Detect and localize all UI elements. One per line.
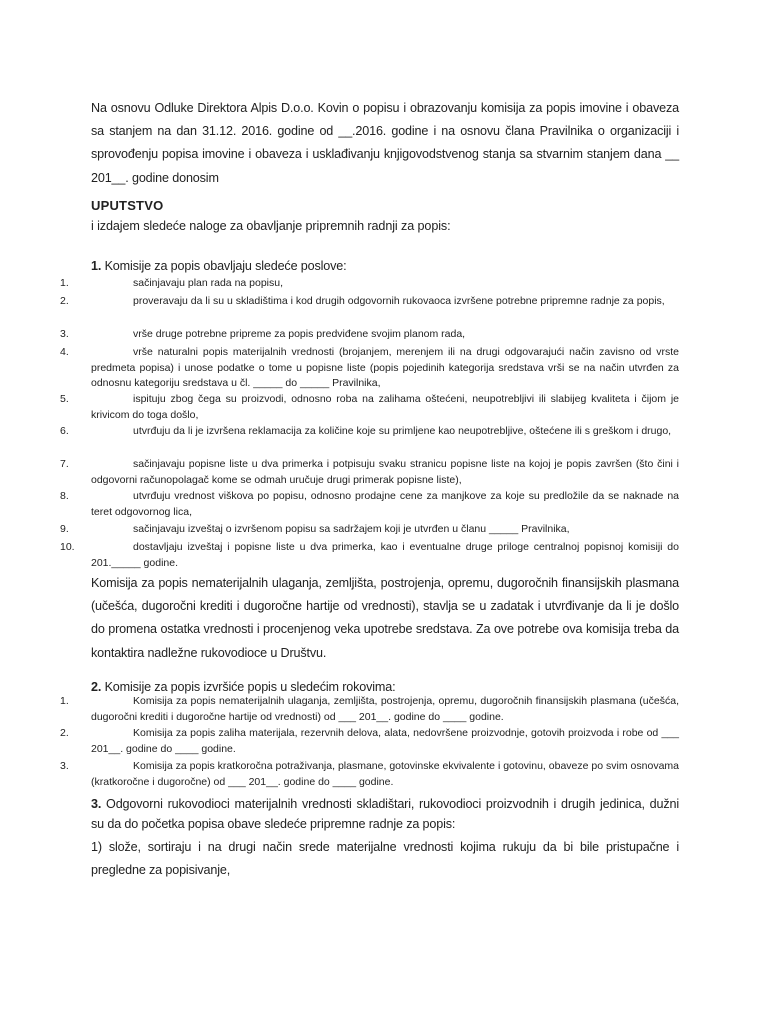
list-item-text: vrše druge potrebne pripreme za popis predviđene svojim planom rada, (133, 328, 466, 340)
list-item-number: 10. (60, 541, 75, 553)
section-2-title (91, 680, 395, 694)
section-1-number: 1. (91, 259, 102, 273)
list-item-number: 8. (60, 490, 69, 502)
list-item-number: 3. (60, 760, 69, 772)
list-item-number: 1. (60, 695, 69, 707)
list-item-text: dostavljaju izveštaj i popisne liste u dva primerka, kao i eventualne druge priloge centralnoj popisnoj komisiji do 201._____ godine. (91, 541, 679, 569)
section-1-title-text: Komisije za popis obavljaju sledeće poslove: (104, 259, 347, 273)
list-item-text: Komisija za popis zaliha materijala, rezervnih delova, alata, nedovršene proizvodnje, gotovih proizvoda i robe od ___ 201__. godine do ____ godine. (91, 727, 679, 755)
section-1-title (91, 259, 346, 273)
section-3-item-1: 1) slože, sortiraju i na drugi način srede materijalne vrednosti kojima rukuju da bi bile pristupačne i pregledne za popisivanje, (91, 840, 679, 878)
list-item-text: sačinjavaju popisne liste u dva primerka i potpisuju svaku stranicu popisne liste na kojoj je popis završen (što čini i odgovorni računopolagač kome se odmah uručuje drugi primerak popisne liste), (91, 458, 679, 486)
section-3-text: Odgovorni rukovodioci materijalnih vrednosti skladištari, rukovodioci proizvodnih i drugih jedinica, dužni su da do početka popisa obave sledeće pripremne radnje za popis: (91, 797, 679, 831)
list-item-text: Komisija za popis nematerijalnih ulaganja, zemljišta, postrojenja, opremu, dugoročnih finansijskih plasmana (učešća, dugoročni krediti i dugoročne hartije od vrednosti) od ___ 201__. godine do ____ godine. (91, 695, 679, 723)
list-item-text: proveravaju da li su u skladištima i kod drugih odgovornih rukovaoca izvršene potrebne pripremne radnje za popis, (133, 295, 665, 307)
list-item-number: 6. (60, 425, 69, 437)
section-3-number: 3. (91, 797, 102, 811)
intro-paragraph: Na osnovu Odluke Direktora Alpis D.o.o. Kovin o popisu i obrazovanju komisija za popis imovine i obaveza sa stanjem na dan 31.12. 2016. godine od __.2016. godine i na osnovu člana Pravilnika o organizaciji i sprovođenju popisa imovine i obaveza i usklađivanju knjigovodstvenog stanja sa stvarnim stanjem dana __ 201__. godine donosim (91, 101, 679, 185)
list-item-number: 5. (60, 393, 69, 405)
list-item-number: 4. (60, 346, 69, 358)
list-item-number: 3. (60, 328, 69, 340)
list-item-number: 9. (60, 523, 69, 535)
list-item-text: utvrđuju da li je izvršena reklamacija za količine koje su primljene kao neupotrebljive, oštećene ili s greškom i drugo, (133, 425, 672, 437)
commission-paragraph: Komisija za popis nematerijalnih ulaganja, zemljišta, postrojenja, opremu, dugoročnih finansijskih plasmana (učešća, dugoročni krediti i dugoročne hartije od vrednosti), stavlja se u zadatak i utvrđivanje da li je došlo do promena ostatka vrednosti i procenjenog veka upotrebe sredstava. Za ove potrebe ova komisija treba da kontaktira nadležne rukovodioce u Društvu. (91, 576, 679, 660)
list-item-number: 2. (60, 727, 69, 739)
heading-subline: i izdajem sledeće naloge za obavljanje pripremnih radnji za popis: (91, 219, 451, 233)
document-heading: UPUTSTVO (91, 198, 164, 213)
list-item-text: utvrđuju vrednost viškova po popisu, odnosno prodajne cene za manjkove za koje su predložile da se naknade na teret odgovornog lica, (91, 490, 679, 518)
list-item-text: sačinjavaju plan rada na popisu, (133, 277, 284, 289)
list-item-number: 2. (60, 295, 69, 307)
list-item-text: Komisija za popis kratkoročna potraživanja, plasmane, gotovinske ekvivalente i gotovinu, obaveze po svim osnovama (kratkoročne i dugoročne) od ___ 201__. godine do ____ godine. (91, 760, 679, 788)
list-item-number: 1. (60, 277, 69, 289)
list-item-text: sačinjavaju izveštaj o izvršenom popisu sa sadržajem koji je utvrđen u članu _____ Pravilnika, (133, 523, 570, 535)
section-2-number: 2. (91, 680, 102, 694)
section-3-paragraph (91, 794, 679, 834)
list-item-text: vrše naturalni popis materijalnih vrednosti (brojanjem, merenjem ili na drugi odgovarajući način zavisno od vrste predmeta popisa) i unose podatke o tome u popisne liste (popis pojedinih kategorija sredstava vrši se na način utvrđen za odnosnu kategoriju sredstava u čl. _____ do _____ Pravilnika, (91, 346, 679, 389)
list-item-number: 7. (60, 458, 69, 470)
section-2-title-text: Komisije za popis izvršiće popis u sledećim rokovima: (104, 680, 396, 694)
list-item-text: ispituju zbog čega su proizvodi, odnosno roba na zalihama oštećeni, neupotrebljivi ili slabijeg kvaliteta i čijom je krivicom do toga došlo, (91, 393, 679, 421)
